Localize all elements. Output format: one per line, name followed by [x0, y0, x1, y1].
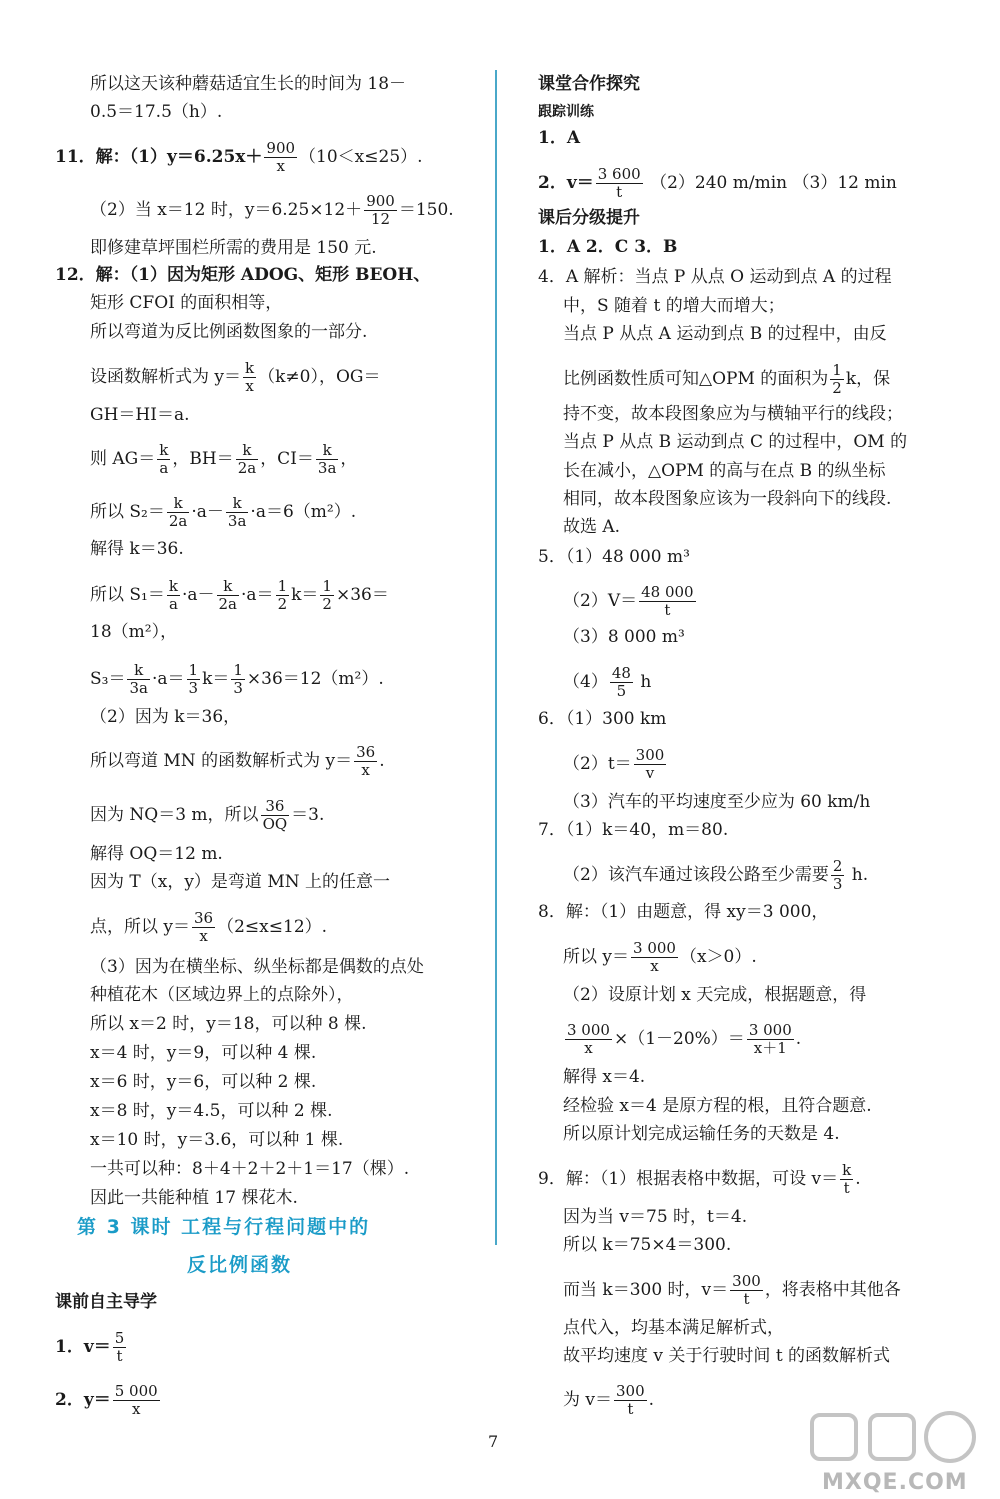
page-number: 7: [488, 1432, 499, 1451]
fraction: $\frac{5 000}{x}$: [114, 1382, 158, 1418]
fraction: $\frac{3 000}{x}$: [633, 939, 676, 975]
answer-line: 8．解：（1）由题意，得 xy＝3 000，: [538, 902, 829, 922]
fraction: $\frac{k}{3a}$: [317, 441, 337, 477]
fraction: $\frac{1}{2}$: [277, 577, 288, 613]
answer-line: 5．（1）48 000 m³: [538, 547, 690, 567]
text-line: 因为当 v＝75 时，t＝4.: [563, 1207, 748, 1227]
section-title: 反比例函数: [187, 1254, 293, 1276]
text-line: 点，所以 y＝ $\frac{36}{x}$ （2≤x≤12）.: [90, 909, 328, 945]
text-line: 经检验 x＝4 是原方程的根，且符合题意.: [563, 1096, 872, 1116]
fraction: $\frac{k}{2a}$: [168, 494, 188, 530]
section-heading: 课堂合作探究: [538, 74, 640, 94]
fraction: $\frac{k}{a}$: [159, 441, 169, 477]
fraction: $\frac{1}{2}$: [832, 361, 842, 397]
text-line: 所以 S₂＝ $\frac{k}{2a}$ ·a－ $\frac{k}{3a}$ ·a＝6（m²）.: [90, 494, 357, 530]
text-line: 而当 k＝300 时，v＝ $\frac{300}{t}$ ，将表格中其他各: [563, 1272, 901, 1308]
fraction: $\frac{3 000}{x}$: [567, 1021, 610, 1057]
text-line: 所以这天该种蘑菇适宜生长的时间为 18－: [90, 74, 407, 94]
fraction: $\frac{36}{x}$: [194, 909, 214, 945]
text-line: （2）该汽车通过该段公路至少需要 $\frac{2}{3}$ h.: [563, 857, 869, 893]
q12-line: 12．解：（1）因为矩形 ADOG、矩形 BEOH、: [55, 265, 431, 285]
fraction: $\frac{k}{3a}$: [227, 494, 247, 530]
text-line: （3）因为在横坐标、纵坐标都是偶数的点处: [90, 957, 424, 977]
text-line: （4） $\frac{48}{5}$ h: [563, 664, 652, 700]
text-line: 中，S 随着 t 的增大而增大；: [563, 296, 785, 316]
text-line: （2）设原计划 x 天完成，根据题意，得: [563, 985, 867, 1005]
text-line: 因为 NQ＝3 m，所以 $\frac{36}{OQ}$ ＝3.: [90, 797, 325, 833]
text-line: 相同，故本段图象应该为一段斜向下的线段.: [563, 489, 892, 509]
text-line: GH＝HI＝a.: [90, 405, 190, 425]
answer-line: 1．A 2．C 3．B: [538, 237, 678, 257]
text-line: 所以 x＝2 时，y＝18，可以种 8 棵.: [90, 1014, 367, 1034]
fraction: $\frac{k}{a}$: [168, 577, 178, 613]
text-line: 所以 S₁＝ $\frac{k}{a}$ ·a－ $\frac{k}{2a}$ ·a＝ $\frac{1}{2}$ k＝ $\frac{1}{2}$ ×36＝: [90, 577, 389, 613]
answer-line: 9．解：（1）根据表格中数据，可设 v＝ $\frac{k}{t}$ .: [538, 1161, 861, 1197]
answer-line: 7．（1）k＝40，m＝80.: [538, 820, 729, 840]
fraction: $\frac{300}{v}$: [635, 746, 665, 782]
text-line: 设函数解析式为 y＝ $\frac{k}{x}$ （k≠0），OG＝: [90, 359, 381, 395]
q11-line: （2）当 x＝12 时，y＝6.25×12＋ $\frac{900}{12}$ ＝150.: [90, 192, 454, 228]
text-line: 种植花木（区域边界上的点除外），: [90, 985, 354, 1005]
fraction: $\frac{k}{2a}$: [237, 441, 257, 477]
watermark-text: MXQE.COM: [822, 1470, 968, 1495]
text-line: 点代入，均基本满足解析式，: [563, 1318, 784, 1338]
fraction: $\frac{3 600}{t}$: [597, 165, 641, 201]
text-line: x＝10 时，y＝3.6，可以种 1 棵.: [90, 1130, 344, 1150]
text-line: 为 v＝ $\frac{300}{t}$ .: [563, 1382, 655, 1418]
text-line: 持不变，故本段图象应为与横轴平行的线段；: [563, 404, 903, 424]
text-line: 则 AG＝ $\frac{k}{a}$ ，BH＝ $\frac{k}{2a}$ ，CI＝ $\frac{k}{3a}$ ，: [90, 441, 358, 477]
fraction: $\frac{1}{3}$: [233, 661, 243, 697]
text-line: 所以弯道 MN 的函数解析式为 y＝ $\frac{36}{x}$ .: [90, 743, 385, 779]
fraction: $\frac{1}{2}$: [322, 577, 332, 613]
text-line: 当点 P 从点 B 运动到点 C 的过程中，OM 的: [563, 432, 908, 452]
text-line: 故选 A.: [563, 517, 621, 537]
fraction: $\frac{k}{3a}$: [129, 661, 148, 697]
text-line: （2）因为 k＝36，: [90, 707, 241, 727]
fraction: $\frac{36}{x}$: [356, 743, 376, 779]
text-line: x＝6 时，y＝6，可以种 2 棵.: [90, 1072, 317, 1092]
fraction: $\frac{48}{5}$: [611, 664, 631, 700]
text-line: 因为 T（x，y）是弯道 MN 上的任意一: [90, 872, 391, 892]
column-divider: [495, 70, 497, 1245]
answer-line: 1．A: [538, 128, 581, 148]
fraction: $\frac{3 000}{x+1}$: [748, 1021, 792, 1057]
fraction: $\frac{1}{3}$: [188, 661, 199, 697]
answer-line: 1．v＝ $\frac{5}{t}$: [55, 1329, 125, 1365]
text-line: 所以 k＝75×4＝300.: [563, 1235, 732, 1255]
text-line: 长在减小，△OPM 的高与在点 B 的纵坐标: [563, 461, 886, 481]
fraction: $\frac{36}{OQ}$: [262, 797, 288, 833]
fraction: $\frac{300}{t}$: [732, 1272, 761, 1308]
text-line: 故平均速度 v 关于行驶时间 t 的函数解析式: [563, 1346, 891, 1366]
fraction: $\frac{900}{x}$: [266, 139, 296, 175]
text-line: 矩形 CFOI 的面积相等，: [90, 293, 283, 313]
text-line: $\frac{3 000}{x}$ ×（1－20%）＝ $\frac{3 000}{x+1}$ .: [567, 1021, 802, 1057]
text-line: （2）t＝ $\frac{300}{v}$: [563, 746, 665, 782]
section-heading: 课前自主导学: [55, 1292, 157, 1312]
section-heading: 课后分级提升: [538, 208, 640, 228]
fraction: $\frac{k}{2a}$: [218, 577, 238, 613]
text-line: （3）8 000 m³: [563, 627, 685, 647]
section-title: 第 3 课时 工程与行程问题中的: [77, 1216, 371, 1238]
text-line: 所以弯道为反比例函数图象的一部分.: [90, 322, 368, 342]
fraction: $\frac{300}{t}$: [616, 1382, 645, 1418]
text-line: x＝8 时，y＝4.5，可以种 2 棵.: [90, 1101, 333, 1121]
text-line: S₃＝ $\frac{k}{3a}$ ·a＝ $\frac{1}{3}$ k＝ $\frac{1}{3}$ ×36＝12（m²）.: [90, 661, 384, 697]
text-line: 解得 k＝36.: [90, 539, 184, 559]
text-line: （3）汽车的平均速度至少应为 60 km/h: [563, 792, 871, 812]
text-line: 即修建草坪围栏所需的费用是 150 元.: [90, 238, 377, 258]
text-line: 所以 y＝ $\frac{3 000}{x}$ （x＞0）.: [563, 939, 757, 975]
text-line: 比例函数性质可知△OPM 的面积为 $\frac{1}{2}$ k，保: [563, 361, 891, 397]
answer-line: 2．y＝ $\frac{5 000}{x}$: [55, 1382, 158, 1418]
text-line: x＝4 时，y＝9，可以种 4 棵.: [90, 1043, 317, 1063]
text-line: 一共可以种：8＋4＋2＋2＋1＝17（棵）.: [90, 1159, 410, 1179]
fraction: $\frac{5}{t}$: [114, 1329, 125, 1365]
fraction: $\frac{48 000}{t}$: [641, 583, 694, 619]
sub-heading: 跟踪训练: [538, 104, 594, 120]
text-line: （2）V＝ $\frac{48 000}{t}$: [563, 583, 694, 619]
fraction: $\frac{k}{t}$: [842, 1161, 852, 1197]
answer-line: 6．（1）300 km: [538, 709, 667, 729]
text-line: 当点 P 从点 A 运动到点 B 的过程中，由反: [563, 324, 887, 344]
q11-line: 11．解：（1）y＝6.25x＋ $\frac{900}{x}$ （10＜x≤25）.: [55, 139, 423, 175]
text-line: 所以原计划完成运输任务的天数是 4.: [563, 1124, 840, 1144]
fraction: $\frac{900}{12}$: [366, 192, 395, 228]
fraction: $\frac{k}{x}$: [245, 359, 255, 395]
text-line: 因此一共能种植 17 棵花木.: [90, 1188, 298, 1208]
text-line: 解得 x＝4.: [563, 1067, 646, 1087]
text-line: 18（m²），: [90, 622, 178, 642]
answer-line: 2．v＝ $\frac{3 600}{t}$ （2）240 m/min （3）12 min: [538, 165, 897, 201]
fraction: $\frac{2}{3}$: [832, 857, 843, 893]
text-line: 0.5＝17.5（h）.: [90, 102, 223, 122]
text-line: 解得 OQ＝12 m.: [90, 844, 223, 864]
answer-line: 4．A 解析：当点 P 从点 O 运动到点 A 的过程: [538, 267, 892, 287]
